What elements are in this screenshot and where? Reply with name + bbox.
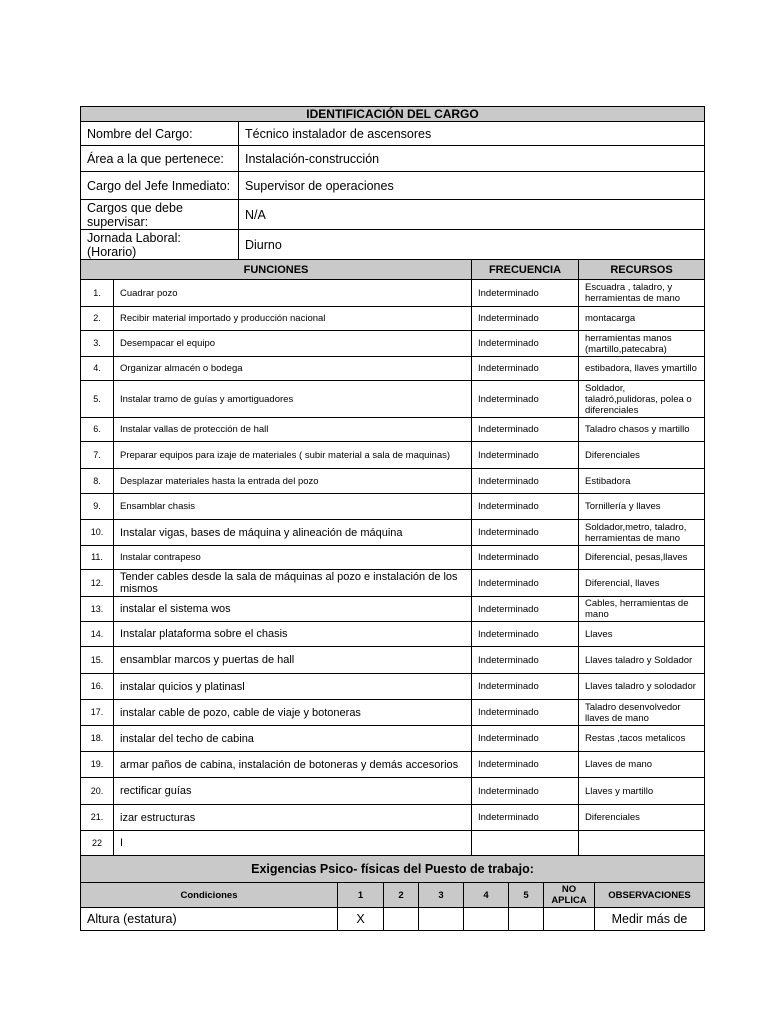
funcion-recursos: Llaves taladro y solodador: [579, 674, 705, 700]
condicion-observaciones: Medir más de: [595, 908, 705, 931]
no-aplica-header: NO APLICA: [544, 883, 595, 908]
funcion-recursos: Taladro chasos y martillo: [579, 418, 705, 442]
identificacion-row: [81, 200, 705, 230]
funcion-frecuencia: Indeterminado: [472, 469, 579, 494]
funcion-frecuencia: Indeterminado: [472, 442, 579, 469]
exigencias-title-row: [81, 856, 705, 883]
funcion-row: [81, 280, 705, 307]
condicion-col-4: [464, 908, 509, 931]
identificacion-table: [80, 106, 705, 260]
funcion-text: instalar del techo de cabina: [114, 726, 472, 752]
funcion-frecuencia: Indeterminado: [472, 622, 579, 647]
funcion-text: Instalar tramo de guías y amortiguadores: [114, 381, 472, 418]
funcion-recursos: Soldador,metro, taladro, herramientas de mano: [579, 520, 705, 546]
funcion-frecuencia: Indeterminado: [472, 597, 579, 622]
condicion-col-5: [509, 908, 544, 931]
identificacion-row: [81, 230, 705, 260]
funcion-text: izar estructuras: [114, 805, 472, 831]
funcion-row: [81, 597, 705, 622]
jornada-value: Diurno: [239, 230, 705, 260]
funcion-text: Desempacar el equipo: [114, 331, 472, 357]
col-2-header: 2: [384, 883, 419, 908]
condiciones-header: Condiciones: [81, 883, 338, 908]
funcion-number: 22: [81, 831, 114, 856]
jefe-inmediato-label: Cargo del Jefe Inmediato:: [81, 172, 239, 200]
funcion-row: [81, 778, 705, 805]
funcion-row: [81, 570, 705, 597]
funcion-recursos: Estibadora: [579, 469, 705, 494]
funcion-text: Cuadrar pozo: [114, 280, 472, 307]
funcion-recursos: Restas ,tacos metalicos: [579, 726, 705, 752]
funcion-text: Recibir material importado y producción nacional: [114, 307, 472, 331]
funcion-number: 17.: [81, 700, 114, 726]
jornada-label: Jornada Laboral: (Horario): [81, 230, 239, 260]
funcion-number: 7.: [81, 442, 114, 469]
funcion-text: Ensamblar chasis: [114, 494, 472, 520]
funcion-frecuencia: Indeterminado: [472, 700, 579, 726]
funcion-frecuencia: Indeterminado: [472, 726, 579, 752]
funcion-recursos: herramientas manos (martillo,patecabra): [579, 331, 705, 357]
funcion-row: [81, 647, 705, 674]
condicion-label: Altura (estatura): [81, 908, 338, 931]
condicion-col-1: X: [338, 908, 384, 931]
funcion-row: [81, 805, 705, 831]
funcion-text: armar paños de cabina, instalación de botoneras y demás accesorios: [114, 752, 472, 778]
funcion-text: Instalar plataforma sobre el chasis: [114, 622, 472, 647]
funcion-frecuencia: Indeterminado: [472, 570, 579, 597]
funcion-row: [81, 726, 705, 752]
funcion-row: [81, 331, 705, 357]
cargos-supervisar-label: Cargos que debe supervisar:: [81, 200, 239, 230]
funcion-text: ensamblar marcos y puertas de hall: [114, 647, 472, 674]
funcion-text: instalar el sistema wos: [114, 597, 472, 622]
funcion-text: Instalar vigas, bases de máquina y alineación de máquina: [114, 520, 472, 546]
funcion-row: [81, 442, 705, 469]
funcion-text: Instalar vallas de protección de hall: [114, 418, 472, 442]
area-value: Instalación-construcción: [239, 146, 705, 172]
condicion-row: [81, 908, 705, 931]
funcion-frecuencia: Indeterminado: [472, 357, 579, 381]
identificacion-row: [81, 122, 705, 146]
funcion-number: 3.: [81, 331, 114, 357]
job-description-document: [80, 106, 704, 931]
funcion-frecuencia: Indeterminado: [472, 307, 579, 331]
condicion-no-aplica: [544, 908, 595, 931]
funcion-number: 19.: [81, 752, 114, 778]
funcion-recursos: montacarga: [579, 307, 705, 331]
funcion-frecuencia: Indeterminado: [472, 546, 579, 570]
funcion-frecuencia: Indeterminado: [472, 494, 579, 520]
funcion-text: instalar quicios y platinasl: [114, 674, 472, 700]
funcion-recursos: [579, 831, 705, 856]
funcion-frecuencia: Indeterminado: [472, 520, 579, 546]
funcion-frecuencia: Indeterminado: [472, 418, 579, 442]
funciones-table: [80, 259, 705, 856]
funcion-text: Instalar contrapeso: [114, 546, 472, 570]
identificacion-row: [81, 172, 705, 200]
funcion-recursos: Diferencial, llaves: [579, 570, 705, 597]
funcion-text: Tender cables desde la sala de máquinas al pozo e instalación de los mismos: [114, 570, 472, 597]
funcion-recursos: Llaves: [579, 622, 705, 647]
funcion-recursos: Diferencial, pesas,llaves: [579, 546, 705, 570]
funcion-number: 18.: [81, 726, 114, 752]
funcion-frecuencia: Indeterminado: [472, 381, 579, 418]
funcion-row: [81, 469, 705, 494]
funcion-recursos: Escuadra , taladro, y herramientas de mano: [579, 280, 705, 307]
funcion-row: [81, 700, 705, 726]
exigencias-title: Exigencias Psico- físicas del Puesto de trabajo:: [81, 856, 705, 883]
funciones-header: FUNCIONES: [81, 260, 472, 280]
funcion-row: [81, 307, 705, 331]
funcion-recursos: Diferenciales: [579, 442, 705, 469]
funcion-row: [81, 622, 705, 647]
funcion-number: 5.: [81, 381, 114, 418]
jefe-inmediato-value: Supervisor de operaciones: [239, 172, 705, 200]
funcion-number: 2.: [81, 307, 114, 331]
funcion-number: 1.: [81, 280, 114, 307]
condiciones-header-row: [81, 883, 705, 908]
funcion-text: Desplazar materiales hasta la entrada del pozo: [114, 469, 472, 494]
col-1-header: 1: [338, 883, 384, 908]
funcion-number: 16.: [81, 674, 114, 700]
funcion-number: 13.: [81, 597, 114, 622]
col-4-header: 4: [464, 883, 509, 908]
funcion-number: 10.: [81, 520, 114, 546]
funcion-row: [81, 381, 705, 418]
funcion-number: 6.: [81, 418, 114, 442]
funcion-number: 21.: [81, 805, 114, 831]
frecuencia-header: FRECUENCIA: [472, 260, 579, 280]
recursos-header: RECURSOS: [579, 260, 705, 280]
funcion-recursos: Llaves y martillo: [579, 778, 705, 805]
area-label: Área a la que pertenece:: [81, 146, 239, 172]
funcion-row: [81, 674, 705, 700]
funcion-frecuencia: Indeterminado: [472, 778, 579, 805]
funcion-number: 20.: [81, 778, 114, 805]
identificacion-header-row: [81, 107, 705, 122]
funcion-number: 14.: [81, 622, 114, 647]
funcion-frecuencia: Indeterminado: [472, 331, 579, 357]
funcion-number: 4.: [81, 357, 114, 381]
funcion-recursos: Soldador, taladró,pulidoras, polea o diferenciales: [579, 381, 705, 418]
funcion-row: [81, 418, 705, 442]
funcion-row: [81, 357, 705, 381]
funcion-frecuencia: Indeterminado: [472, 280, 579, 307]
funcion-recursos: Tornillería y llaves: [579, 494, 705, 520]
nombre-cargo-label: Nombre del Cargo:: [81, 122, 239, 146]
funcion-row: [81, 752, 705, 778]
funcion-recursos: Cables, herramientas de mano: [579, 597, 705, 622]
funcion-number: 8.: [81, 469, 114, 494]
funcion-row: [81, 520, 705, 546]
funcion-text: Preparar equipos para izaje de materiales ( subir material a sala de maquinas): [114, 442, 472, 469]
funcion-number: 12.: [81, 570, 114, 597]
cargos-supervisar-value: N/A: [239, 200, 705, 230]
funcion-text: rectificar guías: [114, 778, 472, 805]
funcion-text: I: [114, 831, 472, 856]
observaciones-header: OBSERVACIONES: [595, 883, 705, 908]
funcion-recursos: Llaves taladro y Soldador: [579, 647, 705, 674]
funcion-number: 15.: [81, 647, 114, 674]
funcion-row: [81, 494, 705, 520]
funcion-recursos: Llaves de mano: [579, 752, 705, 778]
col-5-header: 5: [509, 883, 544, 908]
condicion-col-2: [384, 908, 419, 931]
condicion-col-3: [419, 908, 464, 931]
funcion-frecuencia: Indeterminado: [472, 805, 579, 831]
funcion-row: [81, 831, 705, 856]
funcion-recursos: estibadora, llaves ymartillo: [579, 357, 705, 381]
funcion-number: 9.: [81, 494, 114, 520]
col-3-header: 3: [419, 883, 464, 908]
funcion-frecuencia: Indeterminado: [472, 647, 579, 674]
funcion-text: instalar cable de pozo, cable de viaje y botoneras: [114, 700, 472, 726]
funcion-row: [81, 546, 705, 570]
funcion-frecuencia: [472, 831, 579, 856]
funcion-number: 11.: [81, 546, 114, 570]
funcion-text: Organizar almacén o bodega: [114, 357, 472, 381]
funcion-frecuencia: Indeterminado: [472, 752, 579, 778]
identificacion-row: [81, 146, 705, 172]
funcion-recursos: Taladro desenvolvedor llaves de mano: [579, 700, 705, 726]
identificacion-title: IDENTIFICACIÓN DEL CARGO: [81, 107, 705, 122]
funcion-recursos: Diferenciales: [579, 805, 705, 831]
funciones-header-row: [81, 260, 705, 280]
nombre-cargo-value: Técnico instalador de ascensores: [239, 122, 705, 146]
funcion-frecuencia: Indeterminado: [472, 674, 579, 700]
exigencias-table: [80, 855, 705, 931]
